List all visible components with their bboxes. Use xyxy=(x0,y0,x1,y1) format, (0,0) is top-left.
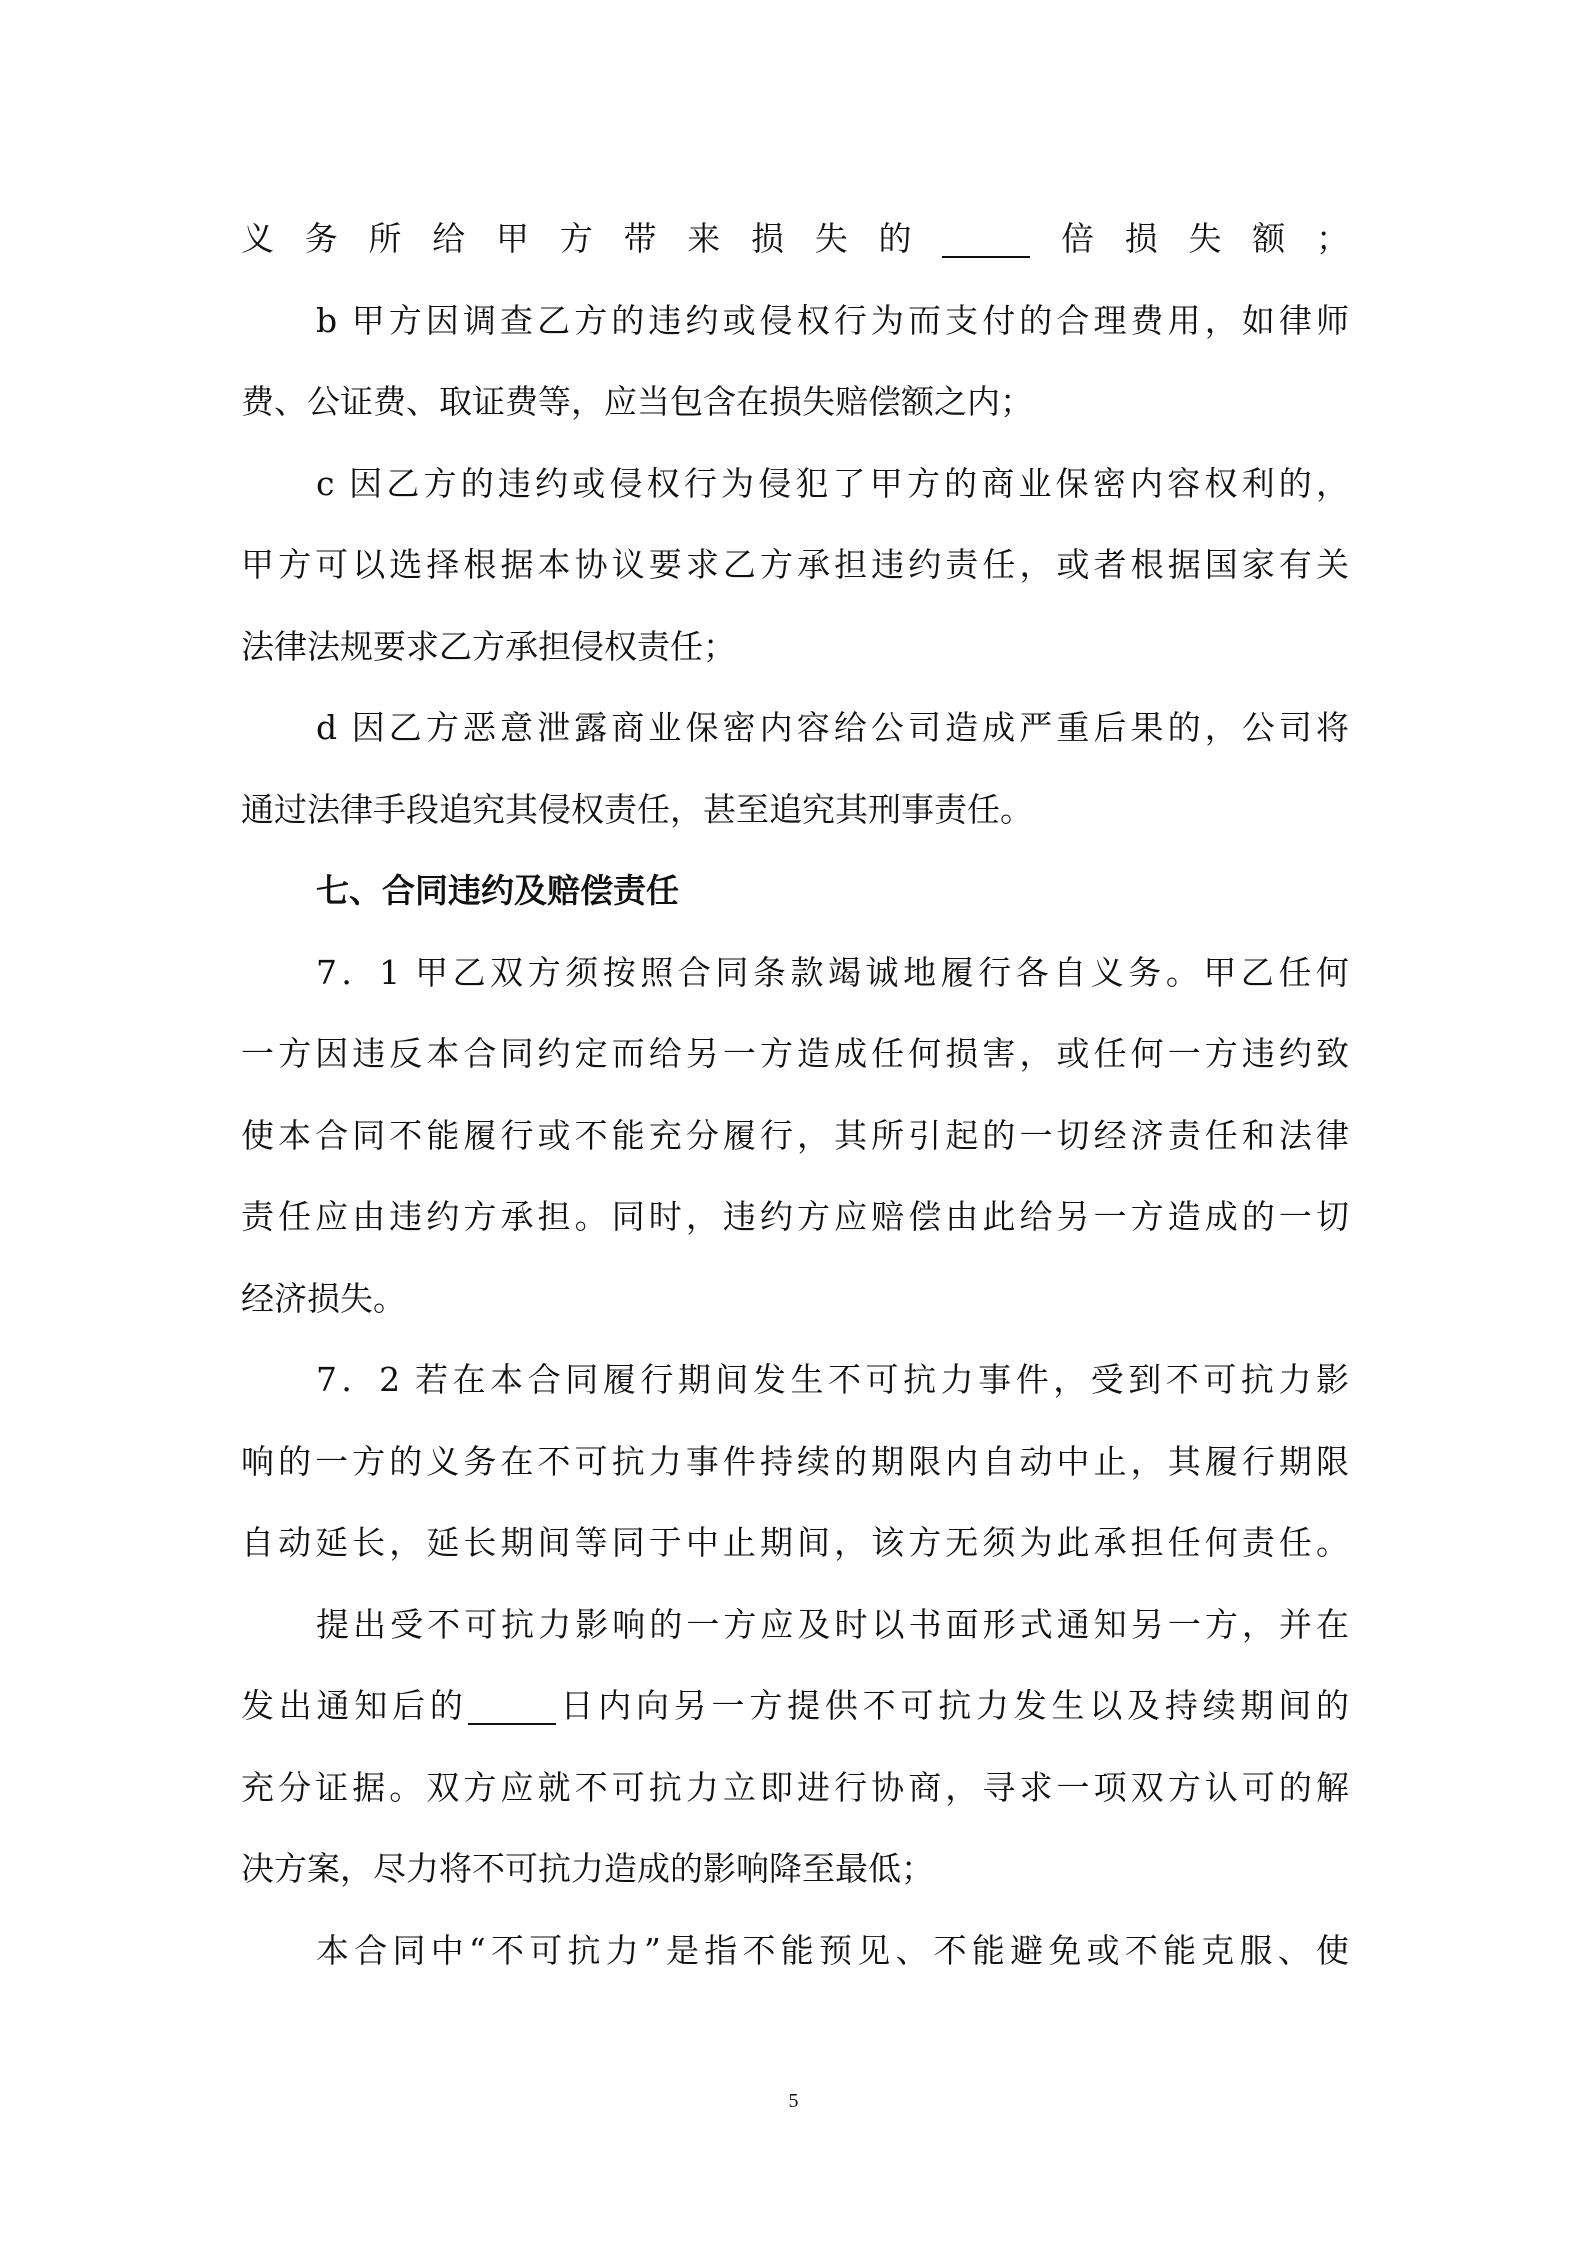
text-line: 经济损失。 xyxy=(241,1278,406,1318)
text-line: 通过法律手段追究其侵权责任，甚至追究其刑事责任。 xyxy=(241,789,1033,829)
contract-body xyxy=(241,198,1349,1991)
clause-7-2-line: 7．2 若在本合同履行期间发生不可抗力事件，受到不可抗力影 xyxy=(316,1360,1349,1399)
paragraph-start-line: 提出受不可抗力影响的一方应及时以书面形式通知另一方，并在 xyxy=(316,1604,1349,1644)
text-line: 一方因违反本合同约定而给另一方造成任何损害，或任何一方违约致 xyxy=(241,1034,1349,1073)
clause-b-line: b 甲方因调查乙方的违约或侵权行为而支付的合理费用，如律师 xyxy=(316,300,1349,340)
paragraph-start-line: 本合同中“不可抗力”是指不能预见、不能避免或不能克服、使 xyxy=(316,1930,1349,1970)
fill-in-blank xyxy=(942,223,1030,258)
text-line: 甲方可以选择根据本协议要求乙方承担违约责任，或者根据国家有关 xyxy=(241,545,1349,584)
section-heading: 七、合同违约及赔偿责任 xyxy=(316,871,679,910)
text-line: 法律法规要求乙方承担侵权责任； xyxy=(241,626,736,666)
text-line: 义务所给甲方带来损失的 倍损失额； xyxy=(241,219,1349,258)
text-line: 责任应由违约方承担。同时，违约方应赔偿由此给另一方造成的一切 xyxy=(241,1197,1349,1236)
text-line: 自动延长，延长期间等同于中止期间，该方无须为此承担任何责任。 xyxy=(241,1523,1349,1562)
clause-d-line: d 因乙方恶意泄露商业保密内容给公司造成严重后果的，公司将 xyxy=(316,708,1349,747)
text-line: 决方案，尽力将不可抗力造成的影响降至最低； xyxy=(241,1849,934,1888)
text-line: 使本合同不能履行或不能充分履行，其所引起的一切经济责任和法律 xyxy=(241,1115,1349,1155)
clause-c-line: c 因乙方的违约或侵权行为侵犯了甲方的商业保密内容权利的， xyxy=(316,463,1349,503)
page-number: 5 xyxy=(788,2090,799,2112)
clause-7-1-line: 7．1 甲乙双方须按照合同条款竭诚地履行各自义务。甲乙任何 xyxy=(316,952,1349,992)
text-line: 充分证据。双方应就不可抗力立即进行协商，寻求一项双方认可的解 xyxy=(241,1767,1349,1807)
text-line: 费、公证费、取证费等，应当包含在损失赔偿额之内； xyxy=(241,382,1033,421)
fill-in-blank xyxy=(468,1690,556,1725)
text-line: 响的一方的义务在不可抗力事件持续的期限内自动中止，其履行期限 xyxy=(241,1441,1349,1481)
text-line: 发出通知后的 日内向另一方提供不可抗力发生以及持续期间的 xyxy=(241,1686,1350,1725)
